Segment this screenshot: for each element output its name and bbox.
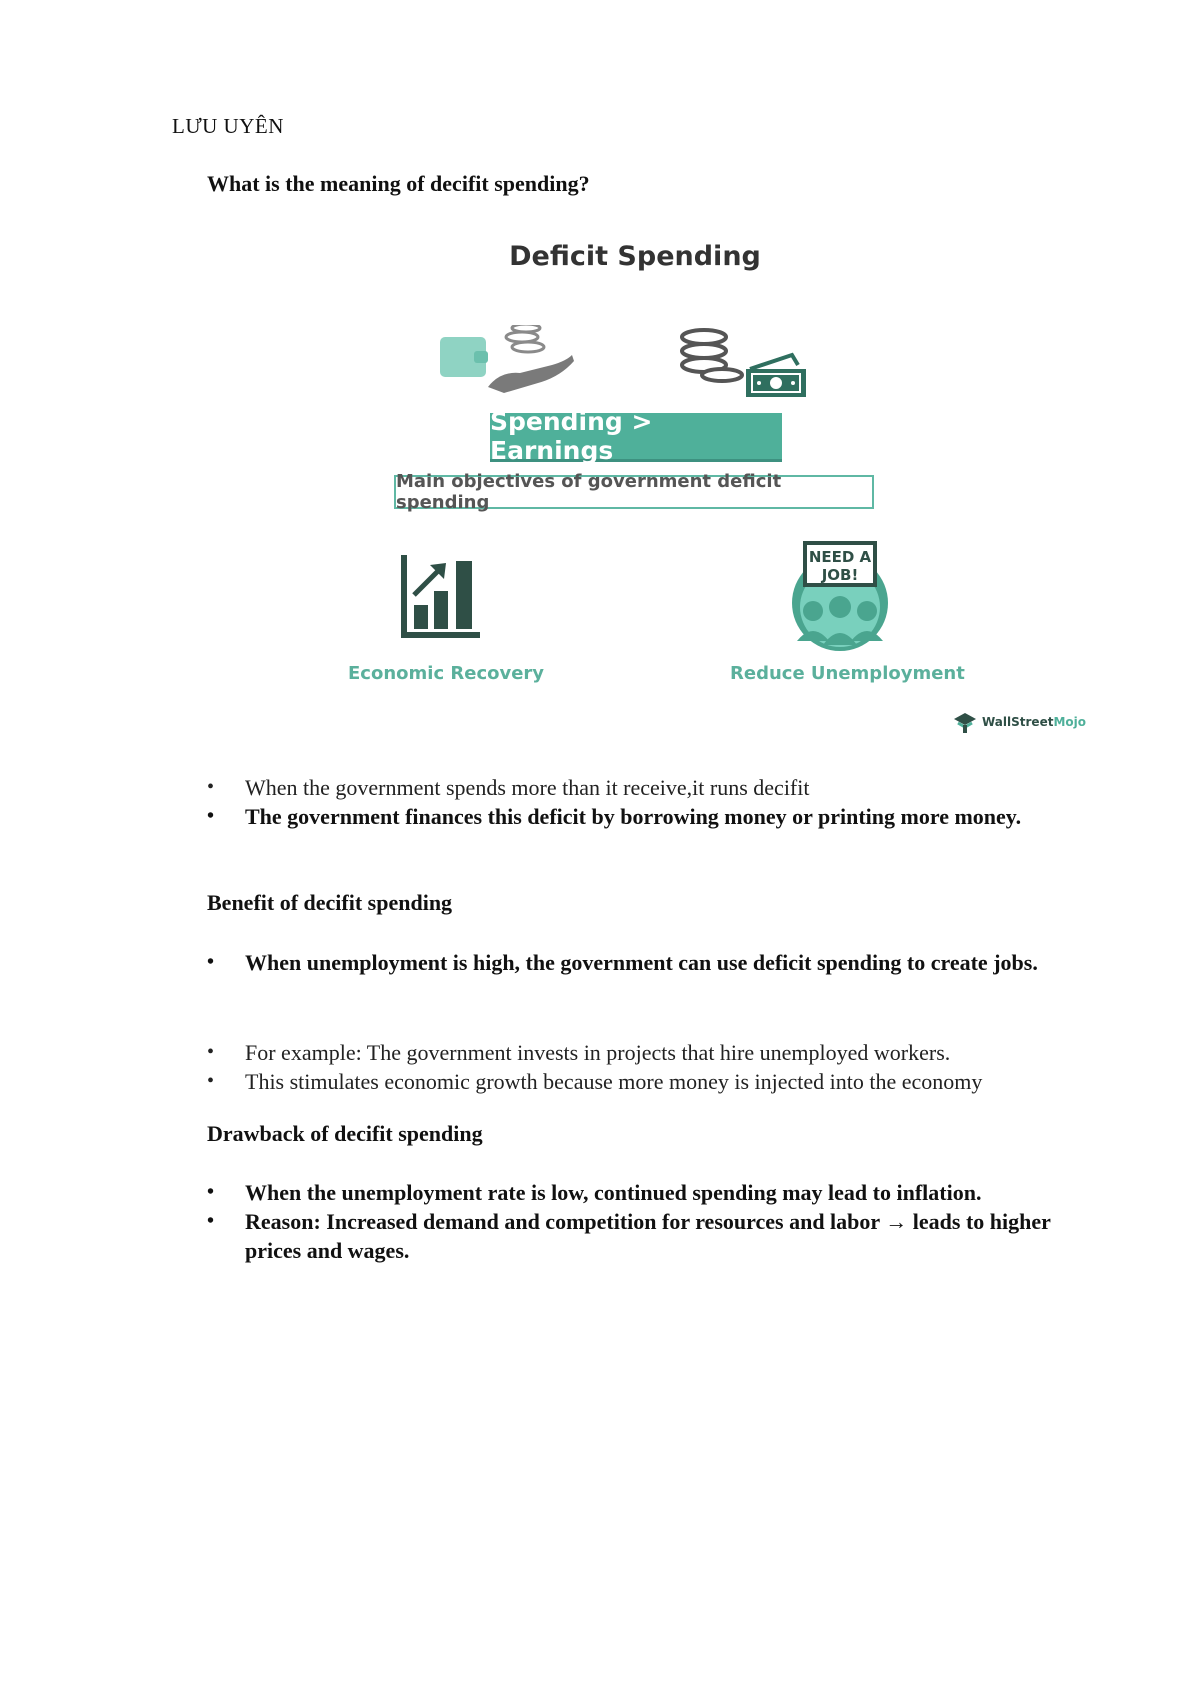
list-item: • When the unemployment rate is low, continued spending may lead to inflation. <box>207 1178 1087 1207</box>
coins-cash-icon <box>680 325 810 400</box>
economic-recovery-caption: Economic Recovery <box>348 663 545 684</box>
drawback-list <box>207 1178 1087 1265</box>
growth-chart-icon <box>400 555 482 639</box>
list-item: • This stimulates economic growth because more money is injected into the economy <box>207 1067 1087 1096</box>
brand-logo-icon <box>952 711 978 733</box>
question-heading: What is the meaning of decifit spending? <box>207 171 590 196</box>
wallet-hand-icon <box>440 325 580 400</box>
list-item: • When the government spends more than it receive,it runs decifit <box>207 773 1087 802</box>
benefit-example-list <box>207 1038 1087 1096</box>
benefit-main-list <box>207 948 1087 977</box>
brand-name-part2: Mojo <box>1053 715 1086 729</box>
wallstreetmojo-logo <box>952 711 1086 733</box>
deficit-spending-infographic <box>330 225 1100 745</box>
job-sign-line-1: NEED A <box>808 548 872 566</box>
brand-name-part1: WallStreet <box>982 715 1054 729</box>
list-item: • Reason: Increased demand and competition for resources and labor → leads to higher prices and wages. <box>207 1207 1087 1265</box>
reduce-unemployment-caption: Reduce Unemployment <box>730 663 965 684</box>
benefit-heading: Benefit of decifit spending <box>207 890 453 915</box>
list-item: • For example: The government invests in projects that hire unemployed workers. <box>207 1038 1087 1067</box>
drawback-heading: Drawback of decifit spending <box>207 1121 483 1146</box>
list-item: • When unemployment is high, the government can use deficit spending to create jobs. <box>207 948 1087 977</box>
infographic-title: Deficit Spending <box>509 241 761 272</box>
list-item: • The government finances this deficit by borrowing money or printing more money. <box>207 802 1087 831</box>
job-sign-line-2: JOB! <box>821 566 859 584</box>
objectives-label: Main objectives of government deficit spending <box>394 475 874 509</box>
author-name: LƯU UYÊN <box>172 114 284 138</box>
meaning-list <box>207 773 1087 831</box>
spending-earnings-label: Spending > Earnings <box>490 413 782 462</box>
need-a-job-icon <box>785 541 905 651</box>
